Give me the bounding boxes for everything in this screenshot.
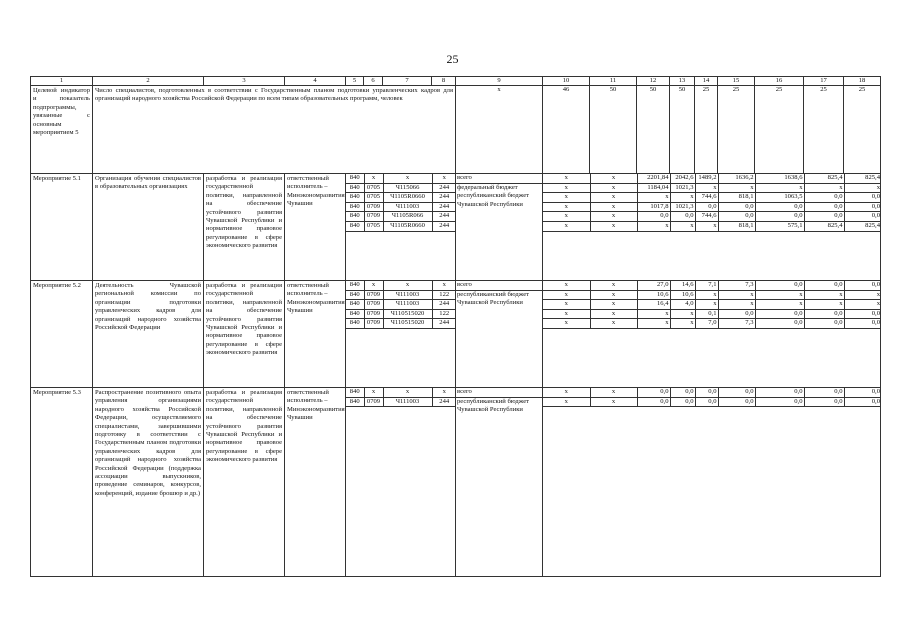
code-cell: 840 (346, 309, 364, 319)
value-cell: х (590, 281, 637, 290)
funding-source: всего (456, 388, 542, 397)
value-cell: 1021,3 (670, 183, 695, 193)
indicator-value: 25 (695, 86, 718, 174)
value-cell: 0,1 (695, 309, 718, 319)
value-cell: 7,0 (695, 319, 718, 329)
value-cell: х (718, 300, 755, 310)
code-cell: 840 (346, 183, 364, 193)
indicator-source: х (456, 86, 543, 174)
value-cell: х (670, 309, 695, 319)
value-row (543, 388, 881, 397)
code-cell: 244 (432, 183, 456, 193)
page-number: 25 (446, 52, 459, 66)
code-cell: Ч111003 (383, 397, 432, 407)
program-table (30, 76, 881, 577)
value-cell: х (590, 290, 637, 300)
col-number: 13 (670, 77, 695, 86)
value-cell: х (590, 202, 637, 212)
code-row (346, 309, 456, 319)
value-cell: 0,0 (755, 212, 804, 222)
value-row (543, 281, 881, 290)
value-cell: 0,0 (718, 397, 755, 407)
code-cell: Ч111003 (383, 300, 432, 310)
value-cell: х (543, 397, 590, 407)
code-cell: 244 (432, 319, 456, 329)
value-cell: х (844, 290, 881, 300)
value-cell: 818,1 (718, 221, 755, 231)
code-cell: х (364, 388, 383, 397)
code-row (346, 193, 456, 203)
value-cell: х (804, 290, 844, 300)
code-cell: х (432, 281, 456, 290)
code-cell: Ч110515020 (383, 319, 432, 329)
col-number: 9 (456, 77, 543, 86)
code-cell: Ч1105R0660 (383, 193, 432, 203)
col-number: 18 (844, 77, 881, 86)
value-cell: 0,0 (844, 319, 881, 329)
code-cell: х (432, 174, 456, 183)
measure-responsible: ответственный исполнитель – Минэкономразвития Чувашии (285, 281, 346, 388)
code-cell: 0705 (364, 193, 383, 203)
value-cell: 0,0 (755, 388, 804, 397)
value-cell: 0,0 (695, 388, 718, 397)
measure-goal: разработка и реализация государственной политики, направленной на обеспечение устойчивого развития Чувашской Республики и нормативное правовое регулирование в сфере экономического развития (204, 281, 285, 388)
budget-codes (346, 174, 456, 281)
code-cell: Ч115066 (383, 183, 432, 193)
indicator-value: 25 (755, 86, 804, 174)
code-row (346, 183, 456, 193)
value-cell: х (718, 290, 755, 300)
col-number: 4 (285, 77, 346, 86)
measure-row (31, 174, 881, 281)
code-cell: 122 (432, 309, 456, 319)
value-cell: х (543, 388, 590, 397)
value-cell: 818,1 (718, 193, 755, 203)
code-cell: х (432, 388, 456, 397)
code-cell: 122 (432, 290, 456, 300)
value-cell: 1636,2 (718, 174, 755, 183)
value-cell: х (670, 319, 695, 329)
col-number: 2 (93, 77, 204, 86)
code-cell: 840 (346, 221, 364, 231)
code-cell: 0709 (364, 397, 383, 407)
funding-sources (456, 281, 543, 388)
code-row (346, 202, 456, 212)
funding-values (543, 281, 881, 388)
funding-values (543, 174, 881, 281)
indicator-value: 50 (590, 86, 637, 174)
value-cell: 0,0 (637, 397, 670, 407)
value-cell: 1017,8 (637, 202, 670, 212)
funding-sources (456, 388, 543, 577)
value-cell: 1489,2 (695, 174, 718, 183)
value-cell: 1021,3 (670, 202, 695, 212)
code-cell: 840 (346, 281, 364, 290)
value-cell: 825,4 (804, 221, 844, 231)
code-row (346, 319, 456, 329)
value-cell: 0,0 (695, 202, 718, 212)
code-cell: Ч111003 (383, 202, 432, 212)
value-row (543, 193, 881, 203)
value-cell: 2042,6 (670, 174, 695, 183)
value-cell: х (543, 309, 590, 319)
value-cell: 0,0 (695, 397, 718, 407)
value-cell: 1063,5 (755, 193, 804, 203)
col-number: 14 (695, 77, 718, 86)
code-cell: 244 (432, 202, 456, 212)
value-cell: 0,0 (844, 388, 881, 397)
code-cell: 0709 (364, 202, 383, 212)
value-cell: х (844, 300, 881, 310)
value-cell: 0,0 (755, 202, 804, 212)
value-cell: 0,0 (637, 212, 670, 222)
measure-responsible: ответственный исполнитель – Минэкономразвития Чувашии (285, 388, 346, 577)
funding-sources (456, 174, 543, 281)
value-cell: х (670, 193, 695, 203)
value-cell: х (718, 183, 755, 193)
measure-goal: разработка и реализация государственной политики, направленной на обеспечение устойчивого развития Чувашской Республики и нормативное правовое регулирование в сфере экономического развития (204, 388, 285, 577)
col-number: 17 (804, 77, 844, 86)
code-cell: 0709 (364, 300, 383, 310)
code-cell: х (383, 388, 432, 397)
code-cell: 0705 (364, 221, 383, 231)
code-cell: 244 (432, 300, 456, 310)
code-cell: Ч1105R0660 (383, 221, 432, 231)
col-number: 8 (432, 77, 456, 86)
code-row (346, 300, 456, 310)
value-cell: 0,0 (718, 202, 755, 212)
value-cell: 0,0 (637, 388, 670, 397)
value-row (543, 309, 881, 319)
budget-codes (346, 388, 456, 577)
value-cell: х (695, 290, 718, 300)
column-numbers-row (31, 77, 881, 86)
value-cell: х (543, 193, 590, 203)
code-row (346, 290, 456, 300)
funding-values (543, 388, 881, 577)
value-cell: 0,0 (804, 319, 844, 329)
code-cell: Ч1105R066 (383, 212, 432, 222)
value-cell: 825,4 (844, 221, 881, 231)
measure-goal: разработка и реализация государственной политики, направленной на обеспечение устойчивого развития Чувашской Республики и нормативное правовое регулирование в сфере экономического развития (204, 174, 285, 281)
value-cell: 0,0 (804, 388, 844, 397)
value-cell: 14,6 (670, 281, 695, 290)
value-cell: 744,6 (695, 212, 718, 222)
value-cell: х (543, 300, 590, 310)
funding-source: федеральный бюджет (457, 183, 518, 191)
indicator-value: 46 (543, 86, 590, 174)
col-number: 12 (637, 77, 670, 86)
code-cell: 840 (346, 388, 364, 397)
value-cell: 0,0 (804, 309, 844, 319)
value-cell: х (804, 183, 844, 193)
funding-source: республиканский бюджет Чувашской Республики (457, 290, 530, 307)
col-number: 5 (346, 77, 364, 86)
value-cell: 0,0 (804, 212, 844, 222)
value-cell: 0,0 (804, 193, 844, 203)
value-cell: х (804, 300, 844, 310)
value-cell: х (543, 290, 590, 300)
value-row (543, 202, 881, 212)
code-cell: 244 (432, 212, 456, 222)
measure-description: Распространение позитивного опыта управления организациями народного хозяйства Российской Федерации, осуществляемого специалистами, завершившими подготовку в соответствии с Государственным планом подготовки управленческих кадров для организаций народного хозяйства Российской Федерации (поддержка ассоциации выпускников, проведение семинаров, конкурсов, конференций, издание брошюр и др.) (93, 388, 204, 577)
indicator-row (31, 86, 881, 174)
code-row (346, 388, 456, 397)
value-cell: 0,0 (844, 212, 881, 222)
value-cell: х (543, 202, 590, 212)
value-row (543, 319, 881, 329)
budget-codes (346, 281, 456, 388)
value-row (543, 183, 881, 193)
value-cell: х (695, 221, 718, 231)
value-cell: х (543, 319, 590, 329)
value-cell: 0,0 (755, 309, 804, 319)
value-cell: 4,0 (670, 300, 695, 310)
indicator-value: 25 (804, 86, 844, 174)
value-cell: 1184,04 (637, 183, 670, 193)
measure-row (31, 388, 881, 577)
value-cell: 0,0 (670, 397, 695, 407)
code-cell: 244 (432, 397, 456, 407)
value-row (543, 397, 881, 407)
value-cell: 744,6 (695, 193, 718, 203)
indicator-value: 50 (637, 86, 670, 174)
value-row (543, 300, 881, 310)
code-row (346, 397, 456, 407)
indicator-value: 25 (718, 86, 755, 174)
value-cell: х (695, 300, 718, 310)
value-cell: 825,4 (804, 174, 844, 183)
value-cell: х (695, 183, 718, 193)
value-row (543, 174, 881, 183)
value-cell: х (755, 290, 804, 300)
value-cell: х (543, 221, 590, 231)
value-cell: х (543, 281, 590, 290)
value-cell: х (590, 319, 637, 329)
value-cell: 0,0 (755, 397, 804, 407)
col-number: 1 (31, 77, 93, 86)
measure-label: Мероприятие 5.2 (31, 281, 93, 388)
code-cell: 840 (346, 290, 364, 300)
value-cell: х (590, 193, 637, 203)
col-number: 7 (383, 77, 432, 86)
value-cell: 575,1 (755, 221, 804, 231)
value-cell: 10,6 (637, 290, 670, 300)
code-cell: х (364, 281, 383, 290)
code-row (346, 212, 456, 222)
code-cell: 244 (432, 221, 456, 231)
code-cell: 0705 (364, 183, 383, 193)
code-cell: 0709 (364, 309, 383, 319)
value-cell: 0,0 (844, 309, 881, 319)
value-cell: 0,0 (844, 397, 881, 407)
value-cell: 0,0 (718, 309, 755, 319)
code-cell: х (383, 281, 432, 290)
value-cell: х (637, 221, 670, 231)
col-number: 15 (718, 77, 755, 86)
measure-label: Мероприятие 5.1 (31, 174, 93, 281)
code-cell: 0709 (364, 290, 383, 300)
col-number: 11 (590, 77, 637, 86)
value-cell: 0,0 (670, 212, 695, 222)
measure-row (31, 281, 881, 388)
funding-source: всего (456, 281, 542, 290)
value-cell: 0,0 (718, 388, 755, 397)
value-cell: х (590, 221, 637, 231)
value-cell: 0,0 (844, 202, 881, 212)
value-cell: х (590, 397, 637, 407)
value-cell: 0,0 (755, 281, 804, 290)
value-cell: х (590, 309, 637, 319)
indicator-label: Целевой индикатор и показатель подпрограммы, увязанные с основным мероприятием 5 (31, 86, 93, 174)
value-cell: х (844, 183, 881, 193)
measure-description: Деятельность Чувашской региональной комиссии по организации подготовки управленческих кадров для организаций народного хозяйства Российской Федерации (93, 281, 204, 388)
code-cell: 840 (346, 300, 364, 310)
code-cell: 840 (346, 174, 364, 183)
col-number: 16 (755, 77, 804, 86)
value-cell: 7,3 (718, 281, 755, 290)
value-cell: 0,0 (804, 397, 844, 407)
code-cell: 0709 (364, 212, 383, 222)
value-row (543, 212, 881, 222)
value-cell: х (543, 174, 590, 183)
indicator-value: 50 (670, 86, 695, 174)
value-cell: х (590, 183, 637, 193)
value-cell: 0,0 (844, 193, 881, 203)
value-cell: х (590, 300, 637, 310)
funding-source: республиканский бюджет Чувашской Республики (457, 192, 530, 208)
value-cell: 27,0 (637, 281, 670, 290)
code-cell: 840 (346, 193, 364, 203)
indicator-description: Число специалистов, подготовленных в соответствии с Государственным планом подготовки управленческих кадров для организаций народного хозяйства Российской Федерации по всем типам образовательных программ, человек (93, 86, 456, 174)
value-cell: 0,0 (755, 319, 804, 329)
col-number: 10 (543, 77, 590, 86)
value-cell: 1638,6 (755, 174, 804, 183)
value-cell: 0,0 (804, 281, 844, 290)
value-cell: х (637, 309, 670, 319)
code-cell: Ч111003 (383, 290, 432, 300)
value-cell: х (590, 388, 637, 397)
value-cell: 7,1 (695, 281, 718, 290)
code-cell: 840 (346, 319, 364, 329)
code-cell: 840 (346, 397, 364, 407)
code-cell: х (383, 174, 432, 183)
value-cell: х (543, 183, 590, 193)
value-row (543, 221, 881, 231)
value-cell: 10,6 (670, 290, 695, 300)
code-row (346, 281, 456, 290)
code-row (346, 174, 456, 183)
measure-label: Мероприятие 5.3 (31, 388, 93, 577)
value-cell: 2201,84 (637, 174, 670, 183)
code-cell: х (364, 174, 383, 183)
value-cell: х (590, 174, 637, 183)
value-cell: х (637, 193, 670, 203)
funding-source: республиканский бюджет Чувашской Республики (457, 397, 530, 414)
value-cell: х (590, 212, 637, 222)
code-cell: 840 (346, 202, 364, 212)
code-row (346, 221, 456, 231)
value-cell: х (543, 212, 590, 222)
value-cell: х (755, 300, 804, 310)
measure-description: Организация обучения специалистов в образовательных организациях (93, 174, 204, 281)
value-cell: 0,0 (670, 388, 695, 397)
value-cell: 16,4 (637, 300, 670, 310)
funding-source: всего (456, 174, 542, 183)
code-cell: 840 (346, 212, 364, 222)
value-cell: х (755, 183, 804, 193)
col-number: 3 (204, 77, 285, 86)
value-cell: 7,3 (718, 319, 755, 329)
measure-responsible: ответственный исполнитель – Минэкономразвития Чувашии (285, 174, 346, 281)
code-cell: Ч110515020 (383, 309, 432, 319)
value-cell: х (670, 221, 695, 231)
value-cell: 0,0 (844, 281, 881, 290)
code-cell: 244 (432, 193, 456, 203)
value-cell: 0,0 (804, 202, 844, 212)
value-row (543, 290, 881, 300)
indicator-value: 25 (844, 86, 881, 174)
value-cell: 0,0 (718, 212, 755, 222)
code-cell: 0709 (364, 319, 383, 329)
col-number: 6 (364, 77, 383, 86)
value-cell: 825,4 (844, 174, 881, 183)
value-cell: х (637, 319, 670, 329)
